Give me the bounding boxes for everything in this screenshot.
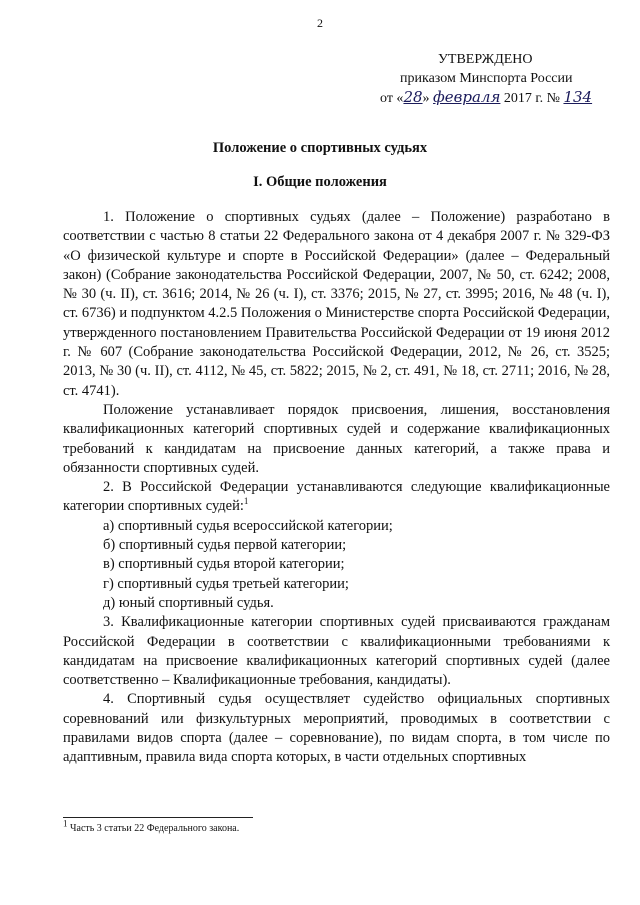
footnote-text: Часть 3 статьи 22 Федерального закона.: [67, 823, 240, 834]
paragraph-2-text: 2. В Российской Федерации устанавливаются следующие квалификационные категории спортивных судей:: [63, 479, 610, 515]
handwritten-month: февраля: [433, 88, 501, 106]
paragraph-1-cont: Положение устанавливает порядок присвоения, лишения, восстановления квалификационных категорий спортивных судей и содержание квалификационных требований к кандидатам на присвоение данных категорий, а также права и обязанности спортивных судей.: [63, 401, 610, 476]
approval-order: приказом Минспорта России: [400, 71, 573, 86]
approval-year: 2017 г. №: [500, 91, 564, 106]
list-item: в) спортивный судья второй категории;: [103, 556, 345, 573]
list-item: а) спортивный судья всероссийской категории;: [103, 517, 393, 534]
footnote-divider: [63, 817, 253, 818]
paragraph-1: 1. Положение о спортивных судьях (далее – Положение) разработано в соответствии с частью 8 статьи 22 Федерального закона от 4 декабря 2007 г. № 329-ФЗ «О физической культуре и спорте в Российской Федерации» (далее – Федеральный закон) (Собрание законодательства Российской Федерации, 2007, № 50, ст. 6242; 2008, № 30 (ч. II), ст. 3616; 2014, № 26 (ч. I), ст. 3376; 2015, № 27, ст. 3995; 2016, № 48 (ч. I), ст. 6736) и подпунктом 4.2.5 Положения о Министерстве спорта Российской Федерации, утвержденного постановлением Правительства Российской Федерации от 19 июня 2012 г. № 607 (Собрание законодательства Российской Федерации, 2012, № 26, ст. 3525; 2013, № 30 (ч. II), ст. 4112, № 45, ст. 5822; 2015, № 2, ст. 491, № 18, ст. 2711; 2016, № 28, ст. 4741).: [63, 209, 611, 399]
footnote-reference: 1: [243, 496, 249, 507]
paragraph-3: 3. Квалификационные категории спортивных судей присваиваются гражданам Российской Федерации в соответствии с квалификационными требованиями к кандидатам на присвоение квалификационных категорий спортивных судей (далее соответственно – Квалификационные требования, кандидаты).: [63, 614, 610, 689]
approval-stamp: [380, 50, 610, 108]
page-number: 2: [317, 16, 323, 30]
approval-date-prefix: от «: [380, 91, 404, 106]
footnote: [63, 818, 240, 834]
approval-date-line: [380, 88, 610, 108]
section-heading: I. Общие положения: [253, 174, 387, 190]
paragraph-4: 4. Спортивный судья осуществляет судейство официальных спортивных соревнований или физкультурных мероприятий, проводимых в соответствии с правилами видов спорта (далее – соревнование), по видам спорта, в том числе по адаптивным, правила вида спорта которых, в части отдельных спортивных: [63, 691, 610, 766]
paragraph-2: [63, 478, 610, 517]
list-item: г) спортивный судья третьей категории;: [103, 575, 349, 592]
list-item: д) юный спортивный судья.: [103, 594, 274, 611]
list-item: б) спортивный судья первой категории;: [103, 537, 347, 554]
handwritten-order-number: 134: [563, 88, 593, 106]
document-body: [63, 208, 610, 768]
footnote-mark: 1: [63, 818, 68, 829]
document-title: Положение о спортивных судьях: [212, 140, 428, 156]
handwritten-day: 28: [403, 88, 423, 106]
approval-date-mid: »: [422, 91, 434, 106]
approval-heading: УТВЕРЖДЕНО: [438, 52, 533, 67]
